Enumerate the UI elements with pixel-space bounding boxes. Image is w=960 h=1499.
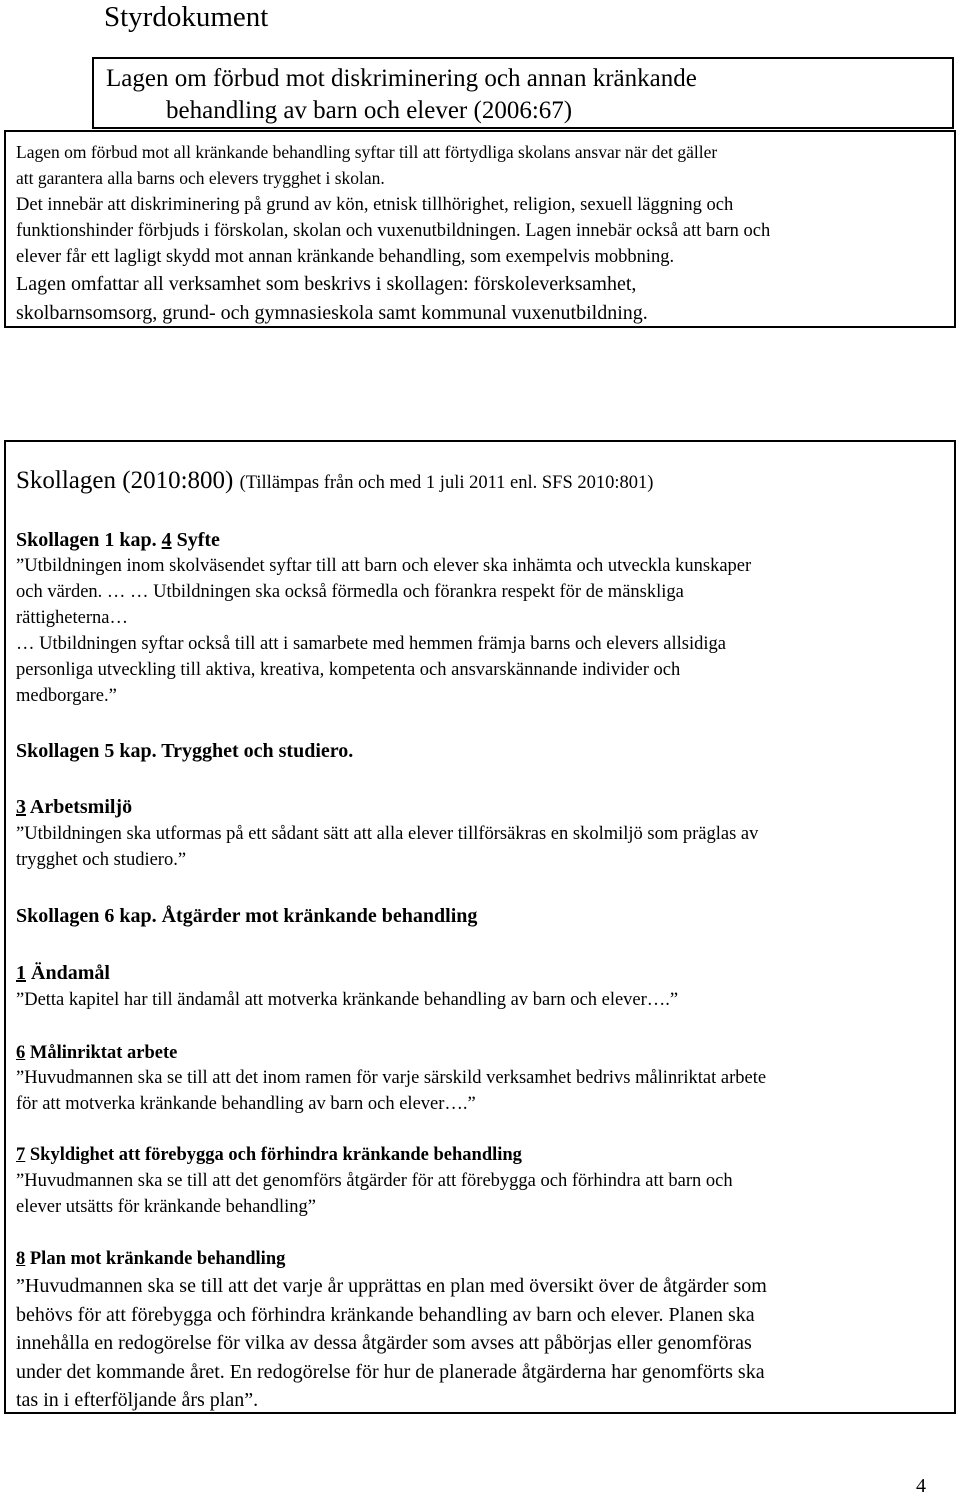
kap5-text-line: trygghet och studiero.”	[16, 850, 187, 870]
law-title-line-2: behandling av barn och elever (2006:67)	[166, 97, 573, 124]
kap1-text-line: och värden. … … Utbildningen ska också förmedla och förankra respekt för de mänskliga	[16, 582, 684, 602]
kap6-p7-text-line: elever utsätts för kränkande behandling”	[16, 1197, 316, 1217]
intro-line: Det innebär att diskriminering på grund av kön, etnisk tillhörighet, religion, sexuell läggning och	[16, 195, 734, 215]
skollagen-title: Skollagen (2010:800)	[16, 467, 234, 494]
kap5-heading: Skollagen 5 kap. Trygghet och studiero.	[16, 740, 354, 762]
law-summary-box	[4, 130, 956, 328]
skollagen-heading	[16, 466, 653, 498]
intro-line: funktionshinder förbjuds i förskolan, skolan och vuxenutbildningen. Lagen innebär också att barn och	[16, 221, 771, 241]
intro-line: att garantera alla barns och elevers trygghet i skolan.	[16, 168, 385, 188]
kap6-heading: Skollagen 6 kap. Åtgärder mot kränkande behandling	[16, 905, 478, 927]
skollagen-title-note: (Tillämpas från och med 1 juli 2011 enl. SFS 2010:801)	[239, 473, 654, 493]
kap1-text-line: ”Utbildningen inom skolväsendet syftar till att barn och elever ska inhämta och utveckla kunskaper	[16, 556, 752, 576]
kap6-p8-text-line: ”Huvudmannen ska se till att det varje år upprättas en plan med översikt över de åtgärder som	[16, 1275, 767, 1297]
kap6-p8-heading: 8 Plan mot kränkande behandling	[16, 1249, 286, 1269]
intro-line: Lagen omfattar all verksamhet som beskrivs i skollagen: förskoleverksamhet,	[16, 273, 637, 295]
kap1-text-line: personliga utveckling till aktiva, kreativa, kompetenta och ansvarskännande individer och	[16, 660, 681, 680]
kap6-p7-text-line: ”Huvudmannen ska se till att det genomförs åtgärder för att förebygga och förhindra att barn och	[16, 1171, 733, 1191]
kap6-p7-heading: 7 Skyldighet att förebygga och förhindra kränkande behandling	[16, 1145, 522, 1165]
kap6-p8-text-line: under det kommande året. En redogörelse för hur de planerade åtgärderna har genomförts ska	[16, 1361, 765, 1383]
kap1-heading: Skollagen 1 kap. 4 Syfte	[16, 529, 220, 551]
kap5-paragraph-heading: 3 Arbetsmiljö	[16, 796, 133, 818]
kap6-p8-text-line: behövs för att förebygga och förhindra kränkande behandling av barn och elever. Planen ska	[16, 1304, 755, 1326]
page-number: 4	[916, 1475, 926, 1497]
law-title-line-1: Lagen om förbud mot diskriminering och annan kränkande	[106, 65, 697, 92]
kap1-text-line: … Utbildningen syftar också till att i samarbete med hemmen främja barns och elevers allsidiga	[16, 634, 726, 654]
kap6-p1-heading: 1 Ändamål	[16, 962, 110, 984]
kap6-p6-text-line: ”Huvudmannen ska se till att det inom ramen för varje särskild verksamhet bedrivs målinriktat arbete	[16, 1068, 767, 1088]
kap5-text-line: ”Utbildningen ska utformas på ett sådant sätt att alla elever tillförsäkras en skolmiljö som präglas av	[16, 824, 759, 844]
kap1-text-line: rättigheterna…	[16, 608, 128, 628]
intro-line: Lagen om förbud mot all kränkande behandling syftar till att förtydliga skolans ansvar när det gäller	[16, 142, 718, 162]
kap6-p6-text-line: för att motverka kränkande behandling av barn och elever….”	[16, 1094, 476, 1114]
kap6-p8-text-line: tas in i efterföljande års plan”.	[16, 1389, 259, 1411]
skollagen-box	[4, 440, 956, 1414]
kap6-p6-heading: 6 Målinriktat arbete	[16, 1043, 178, 1063]
law-title-box	[92, 57, 954, 129]
intro-line: elever får ett lagligt skydd mot annan kränkande behandling, som exempelvis mobbning.	[16, 247, 675, 267]
page-title: Styrdokument	[104, 1, 269, 33]
kap1-text-line: medborgare.”	[16, 686, 117, 706]
intro-line: skolbarnsomsorg, grund- och gymnasieskola samt kommunal vuxenutbildning.	[16, 302, 648, 324]
kap6-p1-text-line: ”Detta kapitel har till ändamål att motverka kränkande behandling av barn och elever….”	[16, 990, 679, 1010]
kap6-p8-text-line: innehålla en redogörelse för vilka av dessa åtgärder som avses att påbörjas eller genomföras	[16, 1332, 752, 1354]
